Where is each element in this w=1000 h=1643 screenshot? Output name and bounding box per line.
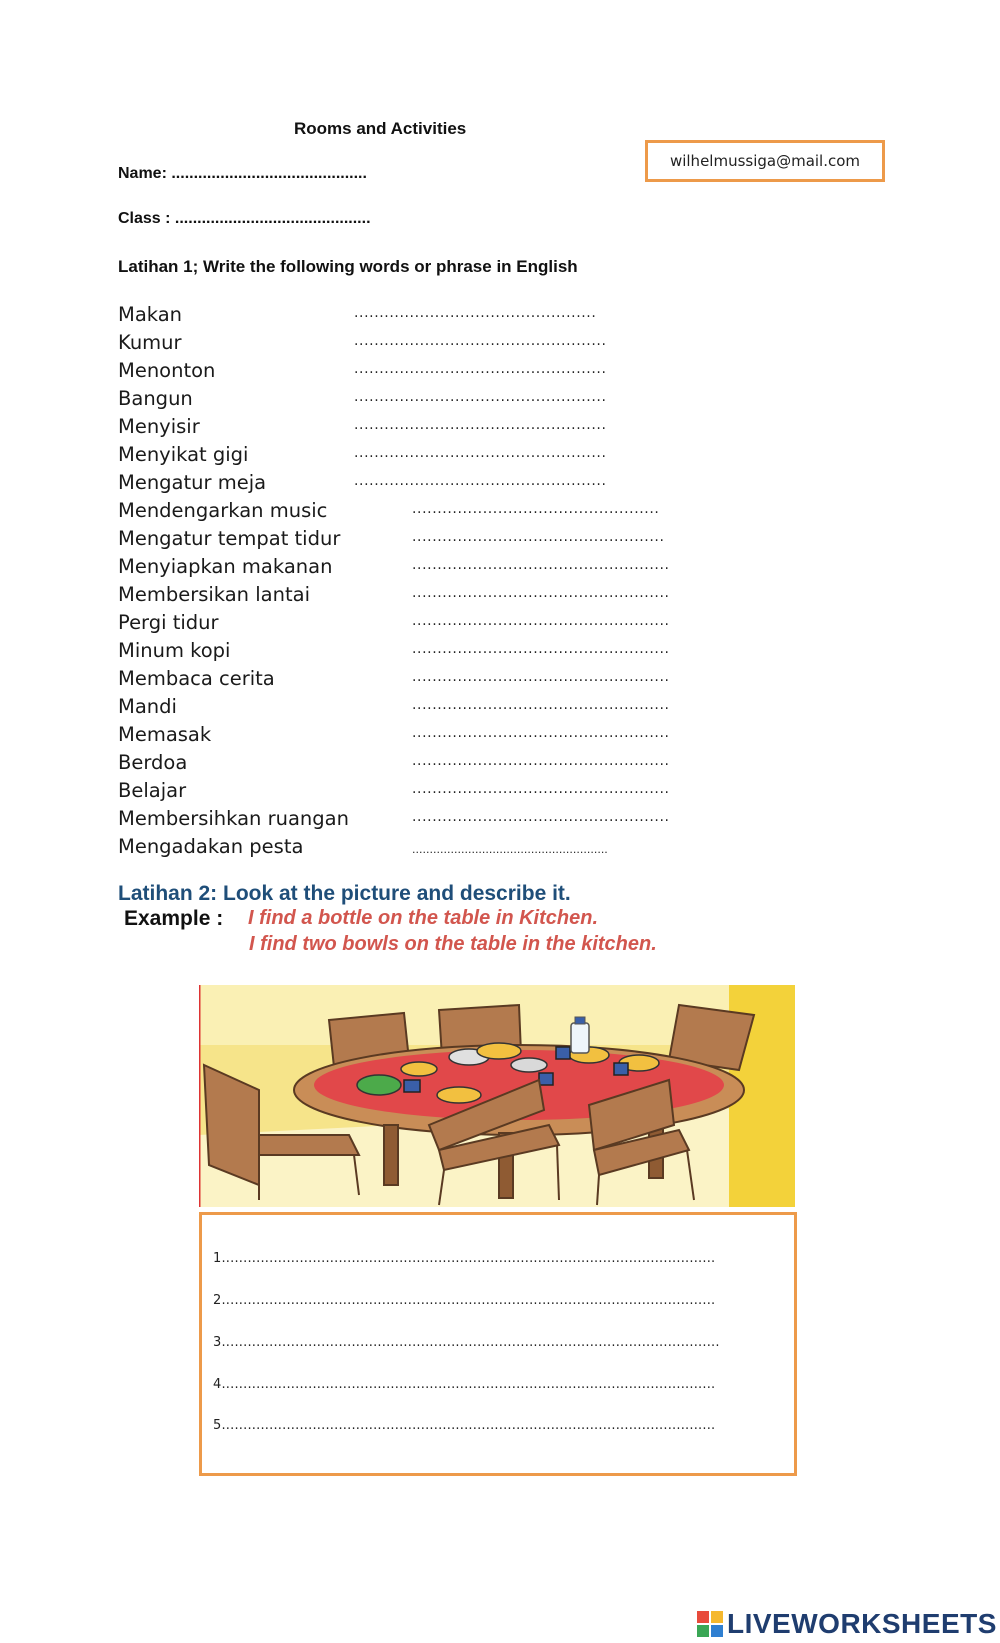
bottle-icon (571, 1017, 589, 1053)
exercise1-answer-blank[interactable]: .................................................. (412, 529, 665, 545)
exercise1-answer-blank[interactable]: .................................................. (354, 417, 607, 433)
exercise1-answer-blank[interactable]: ................................................. (412, 501, 660, 517)
exercise1-answer-blank[interactable]: ................................................... (412, 613, 670, 629)
exercise1-word: Membaca cerita (118, 667, 275, 690)
email-box (645, 140, 885, 182)
exercise1-word: Bangun (118, 387, 193, 410)
exercise1-answer-blank[interactable]: .................................................. (354, 473, 607, 489)
class-field[interactable]: Class : ............................................ (118, 210, 371, 227)
dining-table-picture (199, 985, 795, 1207)
logo-icon (697, 1611, 723, 1637)
exercise1-word: Minum kopi (118, 639, 231, 662)
exercise1-answer-blank[interactable]: .................................................. (354, 389, 607, 405)
exercise1-answer-blank[interactable]: ................................................... (412, 641, 670, 657)
exercise1-word: Berdoa (118, 751, 188, 774)
exercise1-answer-blank[interactable]: ................................................... (412, 725, 670, 741)
answer-line-1[interactable]: 1.................................................................................................................. (213, 1251, 716, 1266)
exercise1-answer-blank[interactable]: ................................................... (412, 669, 670, 685)
example-line-1: I find a bottle on the table in Kitchen. (248, 907, 598, 929)
exercise1-word: Mengatur meja (118, 471, 267, 494)
exercise1-answer-blank[interactable]: .................................................. (354, 333, 607, 349)
worksheet-title: Rooms and Activities (294, 119, 467, 138)
latihan2-heading: Latihan 2: Look at the picture and describe it. (118, 882, 571, 905)
exercise1-word: Menonton (118, 359, 216, 382)
answer-line-2[interactable]: 2.................................................................................................................. (213, 1293, 716, 1308)
liveworksheets-logo (697, 1608, 997, 1640)
exercise1-word: Menyikat gigi (118, 443, 249, 466)
exercise1-answer-blank[interactable]: ................................................... (412, 753, 670, 769)
exercise1-word: Membersikan lantai (118, 583, 310, 606)
exercise1-answer-blank[interactable]: .................................................. (354, 445, 607, 461)
example-label: Example : (124, 907, 224, 930)
name-field[interactable]: Name: ............................................ (118, 165, 367, 182)
exercise1-word: Menyiapkan makanan (118, 555, 333, 578)
answer-line-3[interactable]: 3................................................................................................................... (213, 1335, 720, 1350)
exercise1-word: Memasak (118, 723, 212, 746)
exercise1-answer-blank[interactable]: ................................................... (412, 781, 670, 797)
exercise1-answer-blank[interactable]: ................................................... (412, 557, 670, 573)
logo-text: LIVEWORKSHEETS (727, 1608, 997, 1639)
exercise1-word: Mengadakan pesta (118, 835, 304, 858)
exercise1-word: Menyisir (118, 415, 200, 438)
latihan1-heading: Latihan 1; Write the following words or phrase in English (118, 257, 578, 276)
answer-line-5[interactable]: 5.................................................................................................................. (213, 1418, 716, 1433)
exercise1-word: Kumur (118, 331, 182, 354)
exercise1-word: Membersihkan ruangan (118, 807, 349, 830)
exercise1-answer-blank[interactable]: ................................................... (412, 585, 670, 601)
exercise1-word: Mandi (118, 695, 177, 718)
exercise1-answer-blank[interactable]: ........................................................ (412, 843, 608, 856)
email-text: wilhelmussiga@mail.com (669, 152, 861, 170)
example-line-2: I find two bowls on the table in the kitchen. (249, 933, 657, 955)
exercise1-word: Mendengarkan music (118, 499, 328, 522)
answer-line-4[interactable]: 4.................................................................................................................. (213, 1377, 716, 1392)
exercise1-word: Belajar (118, 779, 187, 802)
exercise1-word: Pergi tidur (118, 611, 219, 634)
exercise1-answer-blank[interactable]: ................................................... (412, 697, 670, 713)
exercise1-answer-blank[interactable]: .................................................. (354, 361, 607, 377)
exercise1-answer-blank[interactable]: ................................................ (354, 305, 597, 321)
exercise1-answer-blank[interactable]: ................................................... (412, 809, 670, 825)
exercise1-word: Makan (118, 303, 183, 326)
exercise1-word: Mengatur tempat tidur (118, 527, 341, 550)
